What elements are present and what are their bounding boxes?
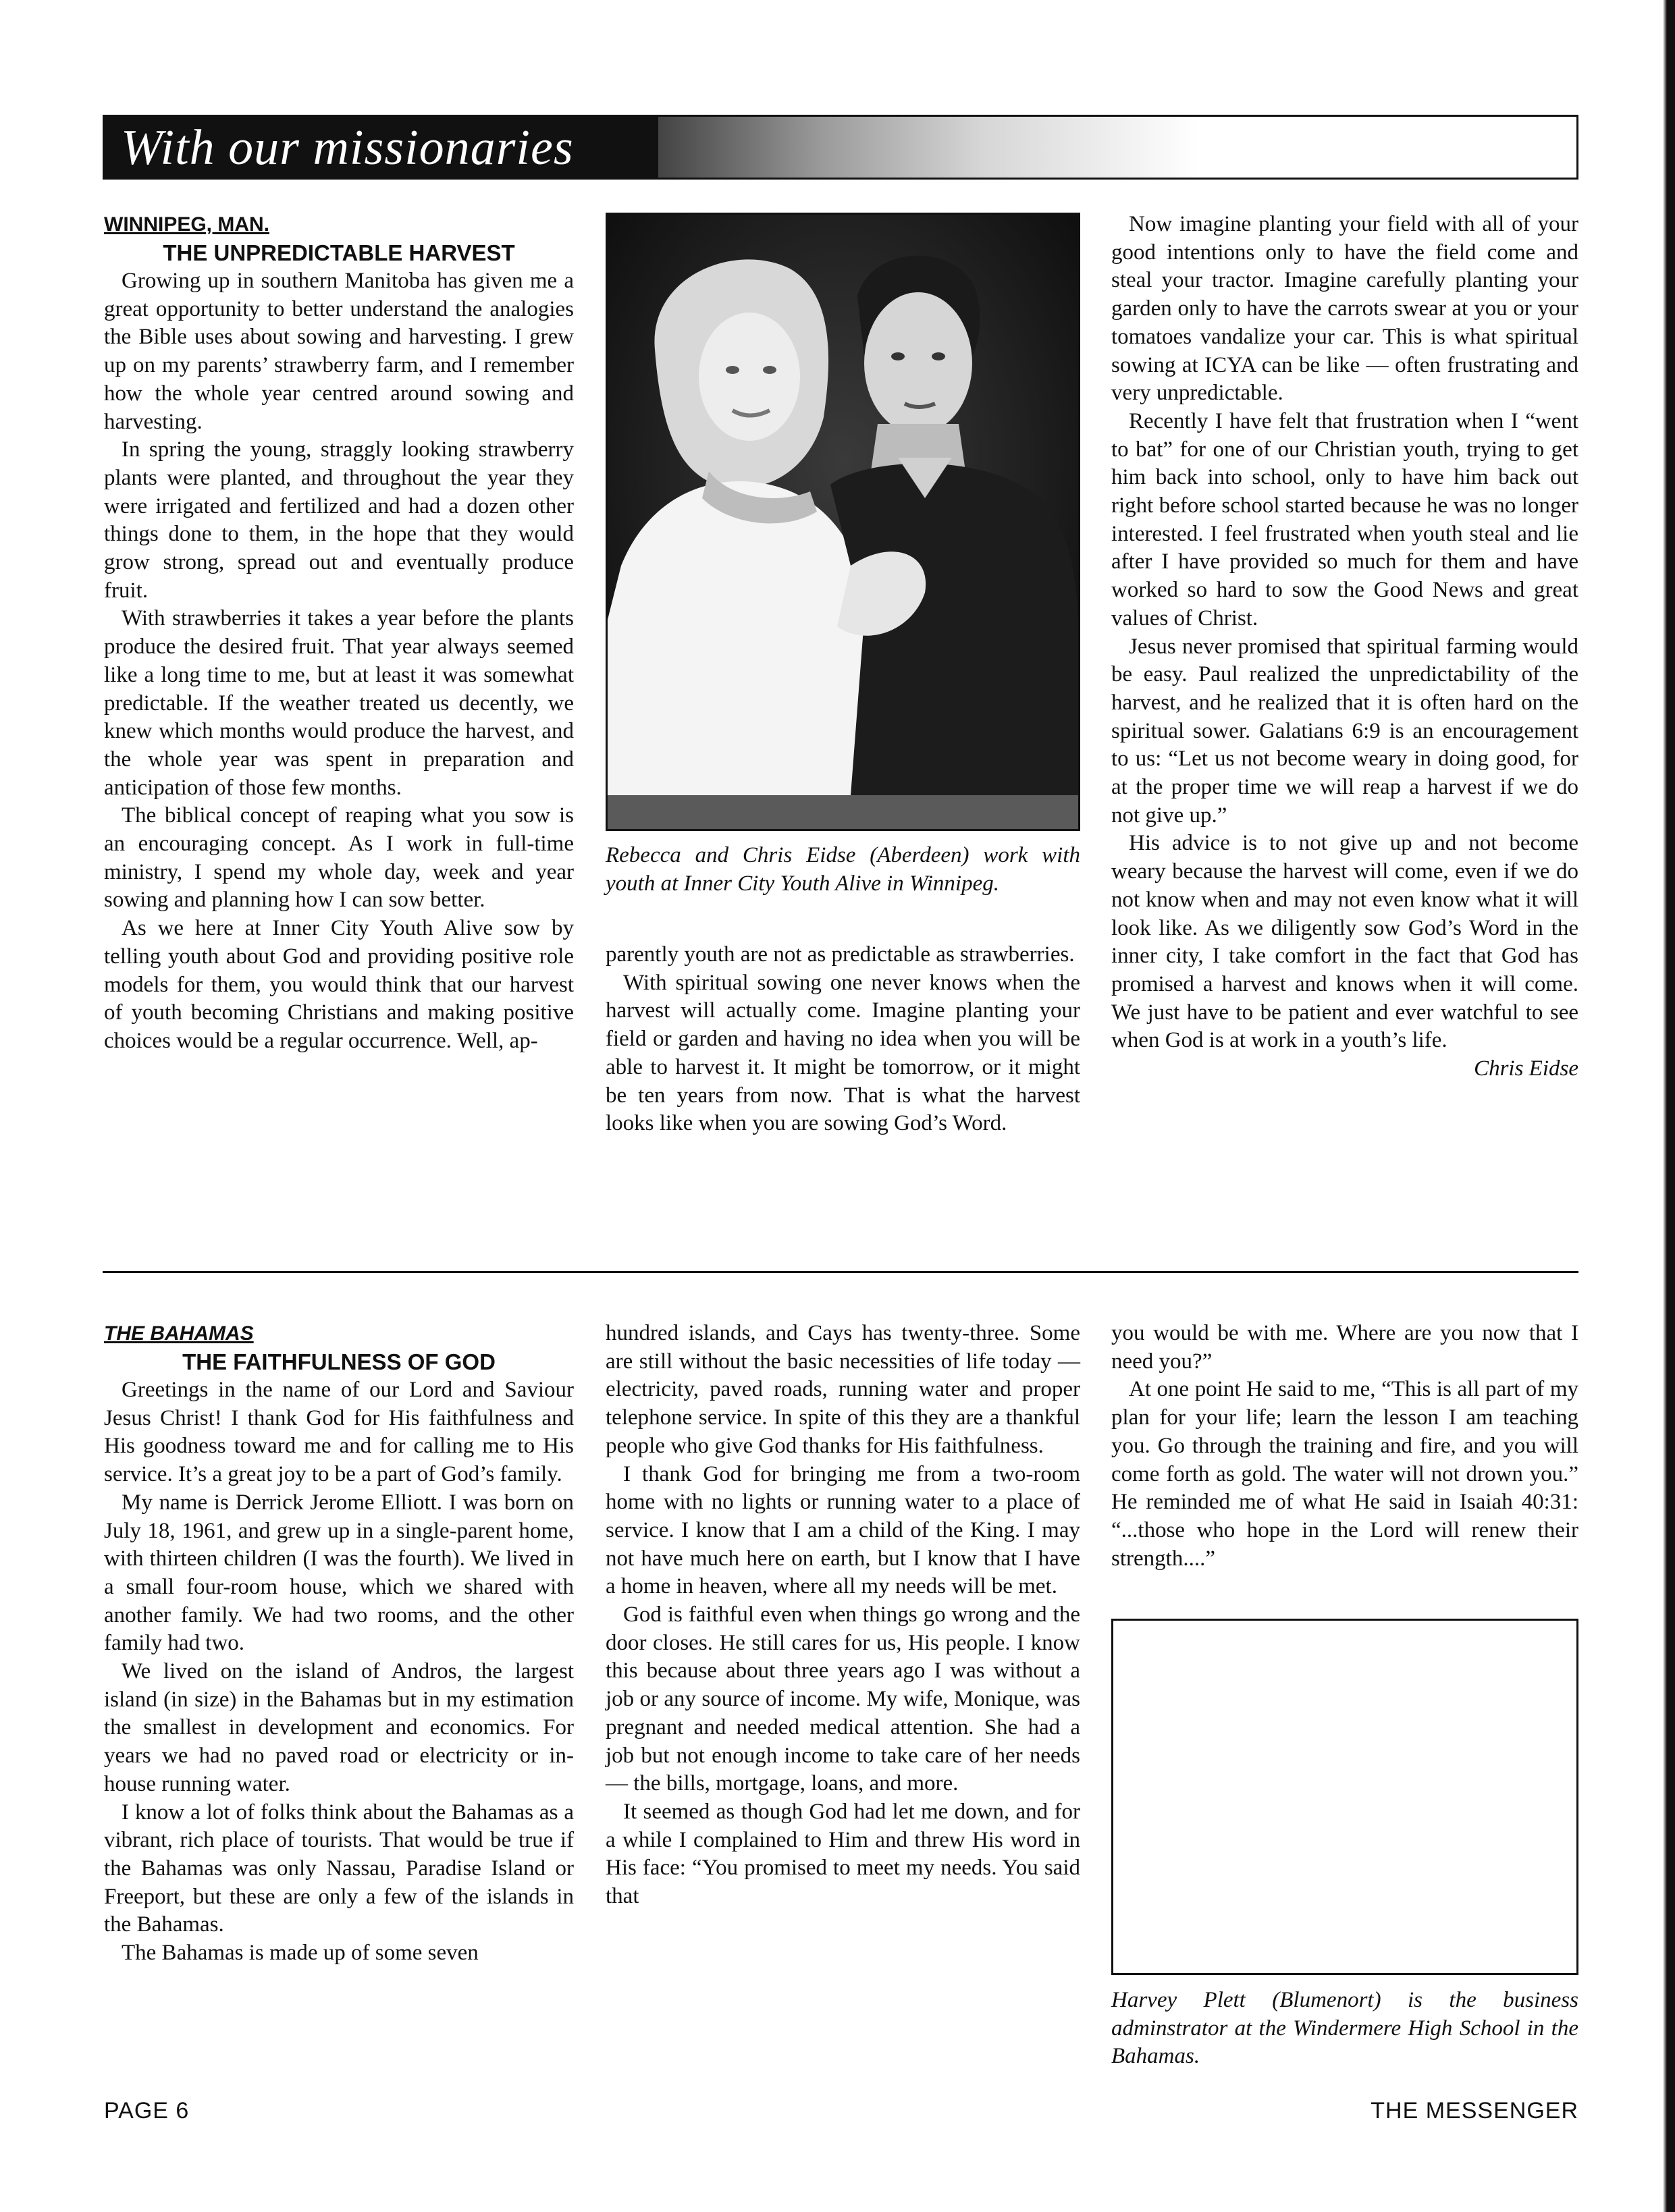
bahamas-paragraph: you would be with me. Where are you now that I need you?” [1111, 1321, 1578, 1374]
winnipeg-paragraph: As we here at Inner City Youth Alive sow by telling youth about God and providing positive role models for them, you would think that our harvest of youth becoming Christians and making positive choices would be a regular occurrence. Well, ap- [104, 916, 574, 1053]
bahamas-paragraph: hundred islands, and Cays has twenty-three. Some are still without the basic necessities of life today — electricity, paved roads, running water and proper telephone service. In spite of this they are a thankful people who give God thanks for His faithfulness. [606, 1321, 1080, 1458]
bahamas-paragraph: It seemed as though God had let me down, and for a while I complained to Him and threw His word in His face: “You promised to meet my needs. You said that [606, 1799, 1080, 1909]
winnipeg-paragraph: Recently I have felt that frustration when I “went to bat” for one of our Christian youth, trying to get him back into school, only to have him back out right before school started because he was no longer interested. I feel frustrated when youth steal and lie after I have provided so much for them and have worked so hard to sow the Good News and great values of Christ. [1111, 408, 1578, 630]
bahamas-column-1 [104, 1320, 574, 1968]
section-banner [103, 115, 1578, 180]
publication-name: THE MESSENGER [1371, 2098, 1578, 2124]
winnipeg-column-1 [104, 211, 574, 1056]
winnipeg-paragraph: Jesus never promised that spiritual farming would be easy. Paul realized the unpredictability of the harvest, and he realized that it is often hard on the spiritual sower. Galatians 6:9 is an encouragement to us: “Let us not become weary in doing good, for at the proper time we will reap a harvest if we do not give up.” [1111, 634, 1578, 828]
winnipeg-paragraph: parently youth are not as predictable as strawberries. [606, 942, 1075, 967]
page-number: PAGE 6 [104, 2098, 190, 2124]
winnipeg-signature: Chris Eidse [1474, 1056, 1578, 1081]
winnipeg-paragraph: With strawberries it takes a year before the plants produce the desired fruit. That year always seemed like a long time to me, but at least it was somewhat predictable. If the weather treated us decently, we knew which months would produce the harvest, and the whole year was spent in preparation and anticipation of those few months. [104, 606, 574, 800]
banner-title: With our missionaries [121, 120, 574, 176]
winnipeg-paragraph: His advice is to not give up and not become weary because the harvest will come, even if we do not know when and may not even know what it will look like. As we diligently sow God’s Word in the inner city, I take comfort in the fact that God has promised a harvest and knows when it will come. We just have to be patient and ever watchful to see when God is at work in a youth’s life. [1111, 831, 1578, 1053]
bahamas-paragraph: Greetings in the name of our Lord and Saviour Jesus Christ! I thank God for His faithfulness and His goodness toward me and for calling me to His service. It’s a great joy to be a part of God’s family. [104, 1378, 574, 1487]
winnipeg-column-3 [1111, 211, 1578, 1083]
photo-rebecca-and-chris-eidse [606, 213, 1080, 831]
banner-halftone-fade [658, 117, 1198, 178]
bahamas-paragraph: We lived on the island of Andros, the largest island (in size) in the Bahamas but in my estimation the smallest in development and economics. For years we had no paved road or electricity or in-house running water. [104, 1659, 574, 1796]
winnipeg-paragraph: Growing up in southern Manitoba has given me a great opportunity to better understand the analogies the Bible uses about sowing and harvesting. I grew up on my parents’ strawberry farm, and I remember how the whole year centred around sowing and harvesting. [104, 269, 574, 434]
winnipeg-paragraph: Now imagine planting your field with all of your good intentions only to have the field come and steal your tractor. Imagine carefully planting your garden only to have the carrots swear at you or your tomatoes vandalize your car. This is what spiritual sowing at ICYA can be like — often frustrating and very unpredictable. [1111, 212, 1578, 406]
winnipeg-headline: THE UNPREDICTABLE HARVEST [163, 240, 515, 265]
winnipeg-paragraph: With spiritual sowing one never knows when the harvest will actually come. Imagine planting your field or garden and having no idea when you will be able to harvest it. It might be tomorrow, or it might be ten years from now. That is what the harvest looks like when you are sowing God’s Word. [606, 970, 1080, 1136]
bahamas-column-3 [1111, 1320, 1578, 1573]
bahamas-paragraph: God is faithful even when things go wrong and the door closes. He still cares for us, His people. I know this because about three years ago I was without a job or any source of income. My wife, Monique, was pregnant and needed medical attention. She had a job but not enough income to take care of her needs — the bills, mortgage, loans, and more. [606, 1602, 1080, 1796]
article-divider [103, 1271, 1578, 1273]
photo-caption: Rebecca and Chris Eidse (Aberdeen) work with youth at Inner City Youth Alive in Winnipeg. [606, 843, 1080, 896]
winnipeg-paragraph: The biblical concept of reaping what you sow is an encouraging concept. As I work in full-time ministry, I spend my whole day, week and year sowing and planning how I can sow better. [104, 803, 574, 913]
bahamas-paragraph: My name is Derrick Jerome Elliott. I was born on July 18, 1961, and grew up in a single-parent home, with thirteen children (I was the fourth). We lived in a small four-room house, which we shared with another family. We had two rooms, and the other family had two. [104, 1490, 574, 1656]
bahamas-paragraph: At one point He said to me, “This is all part of my plan for your life; learn the lesson I am teaching you. Go through the training and fire, and you will come forth as gold. The water will not drown you.” He reminded me of what He said in Isaiah 40:31: “...those who hope in the Lord will renew their strength....” [1111, 1377, 1578, 1571]
bahamas-column-2 [606, 1320, 1080, 1911]
box-caption: Harvey Plett (Blumenort) is the business adminstrator at the Windermere High School in the Bahamas. [1111, 1988, 1578, 2069]
winnipeg-column-2 [606, 941, 1080, 1138]
bahamas-paragraph: I thank God for bringing me from a two-room home with no lights or running water to a place of service. I know that I am a child of the King. I may not have much here on earth, but I know that I have a home in heaven, where all my needs will be met. [606, 1461, 1080, 1599]
bahamas-headline: THE FAITHFULNESS OF GOD [182, 1349, 496, 1374]
winnipeg-place: WINNIPEG, MAN. [104, 213, 269, 236]
bahamas-paragraph: The Bahamas is made up of some seven [122, 1941, 479, 1966]
photo-placeholder-box [1111, 1619, 1578, 1975]
winnipeg-paragraph: In spring the young, straggly looking strawberry plants were planted, and throughout the year they were irrigated and fertilized and had a dozen other things done to them, in the hope that they would grow strong, spread out and eventually produce fruit. [104, 437, 574, 603]
bahamas-place: THE BAHAMAS [104, 1322, 254, 1345]
page-binding-edge [1648, 0, 1675, 2212]
bahamas-paragraph: I know a lot of folks think about the Bahamas as a vibrant, rich place of tourists. That would be true if the Bahamas was only Nassau, Paradise Island or Freeport, but these are only a few of the islands in the Bahamas. [104, 1800, 574, 1937]
couple-photo-illustration [608, 215, 1078, 829]
